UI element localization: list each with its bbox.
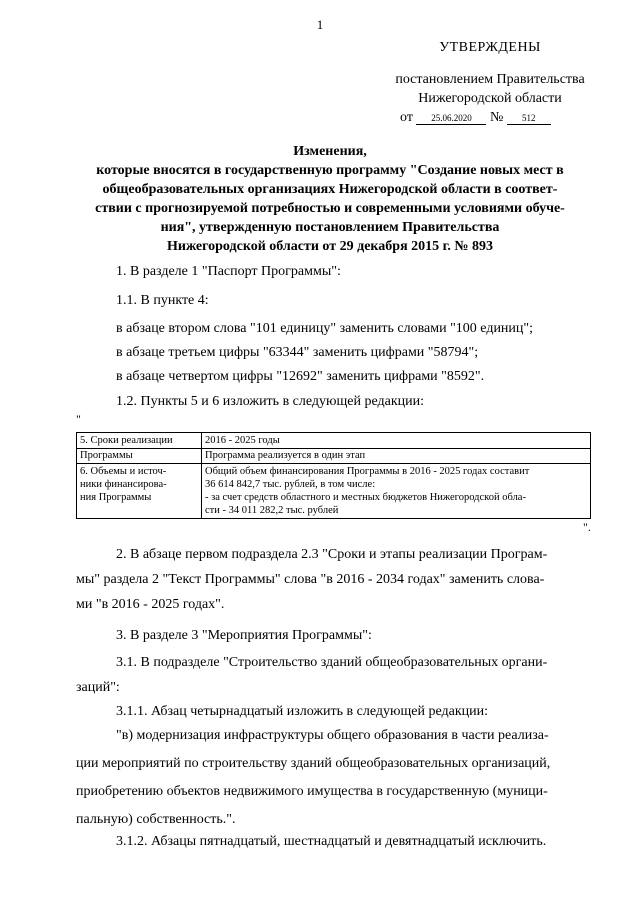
section-2-line-2: мы" раздела 2 "Текст Программы" слова "в 2016 - 2034 годах" заменить слова-	[76, 572, 545, 587]
approval-block	[340, 38, 640, 127]
section-3-1-line-2: заций":	[76, 680, 120, 695]
row2-label-b: ники финансирова-	[80, 479, 167, 490]
item-1-1-a: в абзаце втором слова "101 единицу" заменить словами "100 единиц";	[116, 321, 534, 336]
item-1-2: 1.2. Пункты 5 и 6 изложить в следующей редакции:	[116, 394, 425, 409]
heading-line-2: которые вносятся в государственную программу "Создание новых мест в	[96, 163, 564, 178]
section-2	[76, 542, 596, 617]
row2-value-c: - за счет средств областного и местных бюджетов Нижегородской обла-	[205, 492, 526, 503]
section-3-1-1-text-line-4: пальную) собственность.".	[76, 812, 236, 827]
table-cell-label	[77, 433, 202, 464]
row2-value-d: сти - 34 011 282,2 тыс. рублей	[205, 505, 339, 516]
section-3-1-1-text-line-3: приобретению объектов недвижимого имущества в государственную (муници-	[76, 784, 548, 799]
approval-line-2: Нижегородской области	[418, 91, 562, 106]
approval-line-1: постановлением Правительства	[395, 72, 585, 87]
approval-date-line	[340, 108, 640, 127]
row2-label-a: 6. Объемы и источ-	[80, 466, 167, 477]
table-cell-label	[77, 464, 202, 519]
row1-value-a: 2016 - 2025 годы	[205, 435, 280, 446]
approval-number: 512	[507, 112, 551, 125]
section-3-1-line-1: 3.1. В подразделе "Строительство зданий общеобразовательных органи-	[116, 655, 548, 670]
heading-line-6: Нижегородской области от 29 декабря 2015 г. № 893	[167, 239, 493, 254]
section-3-1-1: 3.1.1. Абзац четырнадцатый изложить в следующей редакции:	[116, 704, 488, 719]
approval-title: УТВЕРЖДЕНЫ	[439, 40, 541, 55]
section-3-1-2: 3.1.2. Абзацы пятнадцатый, шестнадцатый и девятнадцатый исключить.	[116, 834, 547, 849]
item-1: 1. В разделе 1 "Паспорт Программы":	[116, 264, 341, 279]
approval-from-label: от	[400, 110, 413, 125]
row2-value-a: Общий объем финансирования Программы в 2016 - 2025 годах составит	[205, 466, 530, 477]
row1-label-b: Программы	[77, 448, 201, 462]
page-number: 1	[316, 17, 324, 32]
table-row	[77, 433, 591, 464]
table-cell-value	[202, 433, 591, 464]
document-heading	[60, 142, 600, 256]
section-3-1	[76, 650, 596, 700]
item-1-1-b: в абзаце третьем цифры "63344" заменить цифрами "58794";	[116, 345, 479, 360]
row1-value-b: Программа реализуется в один этап	[202, 448, 590, 462]
quote-close: ".	[583, 520, 591, 534]
passport-table	[76, 432, 591, 519]
row2-value-b: 36 614 842,7 тыс. рублей, в том числе:	[205, 479, 376, 490]
quote-open: "	[76, 412, 81, 426]
section-3-1-1-text-line-2: ции мероприятий по строительству зданий общеобразовательных организаций,	[76, 756, 551, 771]
section-2-line-3: ми "в 2016 - 2025 годах".	[76, 597, 225, 612]
table-cell-value	[202, 464, 591, 519]
section-3: 3. В разделе 3 "Мероприятия Программы":	[116, 628, 372, 643]
approval-number-label: №	[489, 110, 504, 125]
item-1-1-c: в абзаце четвертом цифры "12692" заменить цифрами "8592".	[116, 369, 485, 384]
heading-line-3: общеобразовательных организациях Нижегородской области в соответ-	[102, 182, 558, 197]
approval-date: 25.06.2020	[416, 112, 486, 125]
section-3-1-1-text-line-1: "в) модернизация инфраструктуры общего образования в части реализа-	[116, 728, 549, 743]
section-3-1-1-text	[76, 722, 596, 834]
table-row	[77, 464, 591, 519]
row2-label-c: ния Программы	[80, 492, 152, 503]
row1-label-a: 5. Сроки реализации	[80, 435, 173, 446]
heading-line-1: Изменения,	[293, 144, 367, 159]
item-1-1: 1.1. В пункте 4:	[116, 293, 209, 308]
section-2-line-1: 2. В абзаце первом подраздела 2.3 "Сроки и этапы реализации Програм-	[116, 547, 548, 562]
heading-line-4: ствии с прогнозируемой потребностью и современными условиями обуче-	[95, 201, 565, 216]
heading-line-5: ния", утвержденную постановлением Правительства	[160, 220, 500, 235]
